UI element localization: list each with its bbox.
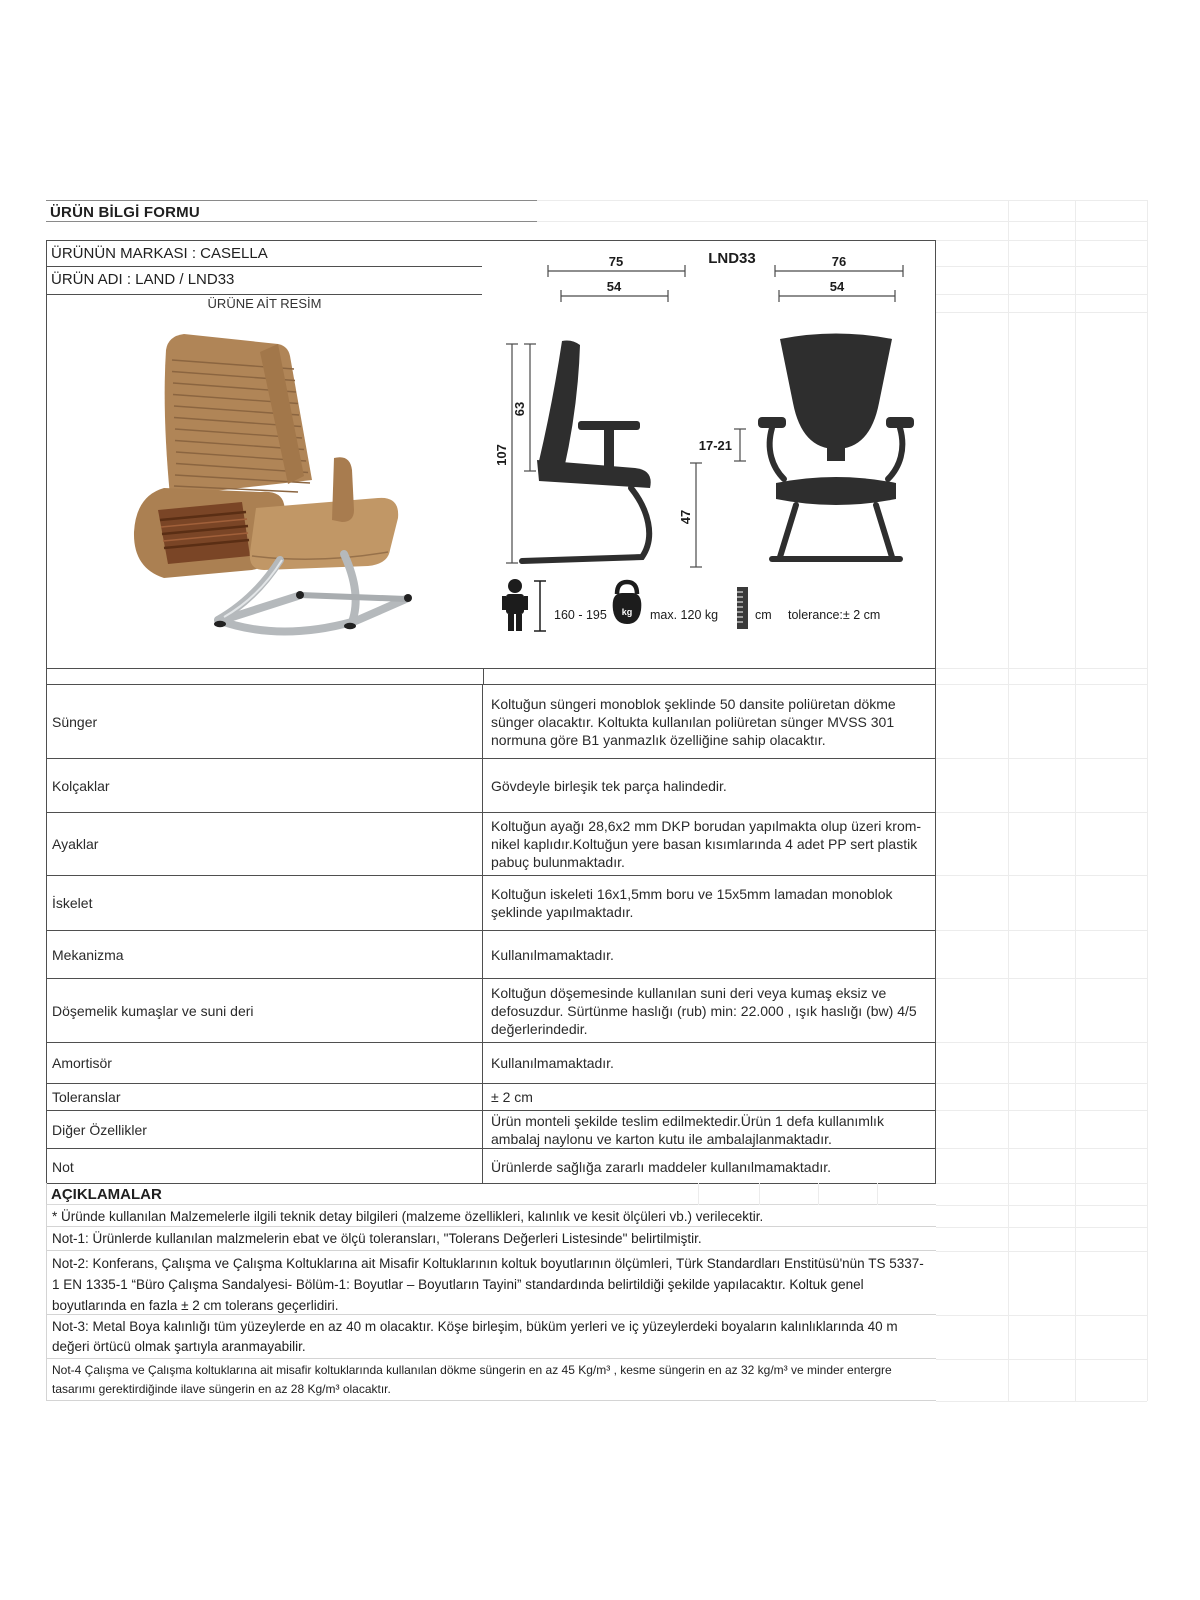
- dim-seat-height: 47: [678, 509, 693, 525]
- spec-value: Koltuğun döşemesinde kullanılan suni deri veya kumaş eksiz ve defosuzdur. Sürtünme haslığı (rub) min: 22.000 , ışık haslığı (bw) 4/5 değerlerindedir.: [491, 984, 917, 1037]
- spec-label: Kolçaklar: [47, 759, 483, 812]
- grid-line: [936, 978, 1147, 979]
- spec-label: Not: [47, 1149, 483, 1184]
- grid-line: [936, 1251, 1147, 1252]
- unit-label: cm: [755, 608, 772, 622]
- note-item: Not-1: Ürünlerde kullanılan malzmelerin ebat ve ölçü toleransları, "Tolerans Değerleri Listesinde" belirtilmiştir.: [46, 1227, 936, 1251]
- note-item: * Üründe kullanılan Malzemelerle ilgili teknik detay bilgileri (malzeme özellikleri, kalınlık ve kesit ölçüleri vb.) verilecektir.: [46, 1205, 936, 1227]
- spec-value: Kullanılmamaktadır.: [491, 946, 614, 963]
- grid-line: [936, 1315, 1147, 1316]
- foot-pad: [344, 623, 356, 629]
- table-row: [47, 1043, 935, 1084]
- table-row: [47, 876, 935, 931]
- grid-line: [936, 1083, 1147, 1084]
- spec-label: Sünger: [47, 685, 483, 758]
- image-caption-row: [46, 294, 483, 313]
- dim-front-overall-width: 76: [831, 254, 847, 269]
- spec-value: Koltuğun ayağı 28,6x2 mm DKP borudan yapılmakta olup üzeri krom-nikel kaplıdır.Koltuğun yere basan kısımlarında 4 adet PP sert plastik pabuç bulunmaktadır.: [491, 818, 922, 870]
- grid-line: [936, 294, 1147, 295]
- user-height-label: 160 - 195: [554, 608, 607, 622]
- note-item: Not-2: Konferans, Çalışma ve Çalışma Koltuklarına ait Misafir Koltuklarının koltuk boyutlarının ölçümleri, Türk Standardları Enstitüsü'nün TS 5337-1 EN 1335-1 “Büro Çalışma Sandalyesi- Bölüm-1: Boyutlar – Boyutların Tayini” standardında belirtildiği şekilde yapılacaktır. Koltuk genel boyutlarında en fazla ± 2 cm tolerans geçerlidiri.: [46, 1251, 936, 1315]
- grid-line: [936, 812, 1147, 813]
- chair-photo-illustration: [48, 312, 482, 668]
- spec-label: Ayaklar: [47, 813, 483, 875]
- table-row: [47, 759, 935, 813]
- spec-table: [46, 684, 936, 1184]
- weight-icon: [613, 582, 642, 624]
- weight-icon-label: kg: [621, 607, 633, 617]
- grid-line: [936, 266, 1147, 267]
- grid-line: [936, 1183, 1147, 1184]
- brand-label: ÜRÜNÜN MARKASI : CASELLA: [51, 245, 268, 262]
- height-dimension-line: [534, 581, 546, 631]
- grid-line: [936, 1042, 1147, 1043]
- dim-overall-height: 107: [494, 444, 509, 466]
- dim-back-height: 63: [512, 401, 527, 417]
- dim-arm-range: 17-21: [698, 438, 732, 453]
- grid-line: [936, 1110, 1147, 1111]
- spacer-row: [46, 668, 936, 685]
- product-photo-cell: [46, 312, 483, 669]
- grid-line: [936, 1205, 1147, 1206]
- grid-line: [936, 312, 1147, 313]
- spec-label: Amortisör: [47, 1043, 483, 1083]
- spec-value: Koltuğun iskeleti 16x1,5mm boru ve 15x5mm lamadan monoblok şeklinde yapılmaktadır.: [491, 886, 893, 920]
- image-caption-label: ÜRÜNE AİT RESİM: [207, 296, 322, 311]
- foot-cap: [296, 591, 304, 599]
- technical-drawing-cell: [482, 240, 936, 669]
- model-code-label: LND33: [708, 250, 756, 267]
- grid-line: [936, 1401, 1147, 1402]
- grid-line: [537, 200, 1147, 201]
- grid-line: [936, 1227, 1147, 1228]
- grid-line: [1075, 200, 1076, 1401]
- note-item: Not-4 Çalışma ve Çalışma koltuklarına ait misafir koltuklarında kullanılan dökme süngerin en az 45 Kg/m³ , kesme süngerin en az 32 kg/m³ ve minder entergre tasarımı gerektirdiğinde ilave süngerin en az 28 Kg/m³ olacaktır.: [46, 1359, 936, 1401]
- grid-line: [1008, 200, 1009, 1401]
- notes-title-label: AÇIKLAMALAR: [51, 1186, 162, 1203]
- spec-label: Toleranslar: [47, 1084, 483, 1110]
- foot-pad: [214, 621, 226, 627]
- grid-line: [936, 758, 1147, 759]
- chair-far-armrest: [332, 457, 354, 522]
- table-row: [47, 979, 935, 1043]
- spec-value: Ürünlerde sağlığa zararlı maddeler kullanılmamaktadır.: [491, 1158, 832, 1175]
- grid-line: [936, 684, 1147, 685]
- grid-line: [936, 1359, 1147, 1360]
- foot-cap: [404, 594, 412, 602]
- grid-line: [936, 240, 1147, 241]
- spec-label: Döşemelik kumaşlar ve suni deri: [47, 979, 483, 1042]
- dim-side-seat-width: 54: [606, 279, 622, 294]
- ruler-icon: [737, 587, 748, 629]
- technical-drawing: [482, 241, 934, 668]
- spec-label: Diğer Özellikler: [47, 1111, 483, 1148]
- brand-row: [46, 240, 483, 267]
- spec-value: Ürün monteli şekilde teslim edilmektedir.Ürün 1 defa kullanımlık ambalaj naylonu ve karton kutu ile ambalajlanmaktadır.: [491, 1112, 884, 1147]
- dimension-lines-top: [548, 265, 903, 302]
- spec-label: İskelet: [47, 876, 483, 930]
- chair-side-view: [537, 341, 651, 489]
- grid-line: [936, 1148, 1147, 1149]
- grid-line: [936, 930, 1147, 931]
- dim-side-overall-width: 75: [608, 254, 624, 269]
- person-height-icon: [502, 579, 528, 631]
- spec-value: ± 2 cm: [491, 1089, 533, 1105]
- table-row: [47, 685, 935, 759]
- table-row: [47, 931, 935, 979]
- product-name-row: [46, 266, 483, 295]
- tolerance-label: tolerance:± 2 cm: [788, 608, 881, 622]
- max-weight-label: max. 120 kg: [650, 608, 719, 622]
- notes-section-title: [46, 1183, 936, 1205]
- spec-value: Gövdeyle birleşik tek parça halindedir.: [491, 777, 727, 794]
- chair-side-view-leg: [522, 488, 649, 561]
- table-row: [47, 1149, 935, 1184]
- grid-line: [936, 875, 1147, 876]
- note-item: Not-3: Metal Boya kalınlığı tüm yüzeylerde en az 40 m olacaktır. Köşe birleşim, büküm yerleri ve iç yüzeylerdeki boyaların kalınlıklarında 40 m değeri örtücü olmak şartıyla aranmayabilir.: [46, 1315, 936, 1359]
- spec-value: Kullanılmamaktadır.: [491, 1055, 614, 1071]
- table-row: [47, 1084, 935, 1111]
- spec-value: Koltuğun süngeri monoblok şeklinde 50 dansite poliüretan dökme sünger olacaktır. Koltukta kullanılan poliüretan sünger MVSS 301 normuna göre B1 yanmazlık özelliğine sahip olacaktır.: [491, 695, 896, 748]
- spec-label: Mekanizma: [47, 931, 483, 978]
- table-row: [47, 813, 935, 876]
- dim-front-seat-width: 54: [829, 279, 845, 294]
- grid-line: [537, 221, 1147, 222]
- form-title: ÜRÜN BİLGİ FORMU: [46, 200, 537, 222]
- product-name-label: ÜRÜN ADI : LAND / LND33: [51, 271, 235, 288]
- table-row: [47, 1111, 935, 1149]
- grid-line: [1147, 200, 1148, 1401]
- chrome-rear-bar: [300, 595, 406, 599]
- grid-line: [936, 668, 1147, 669]
